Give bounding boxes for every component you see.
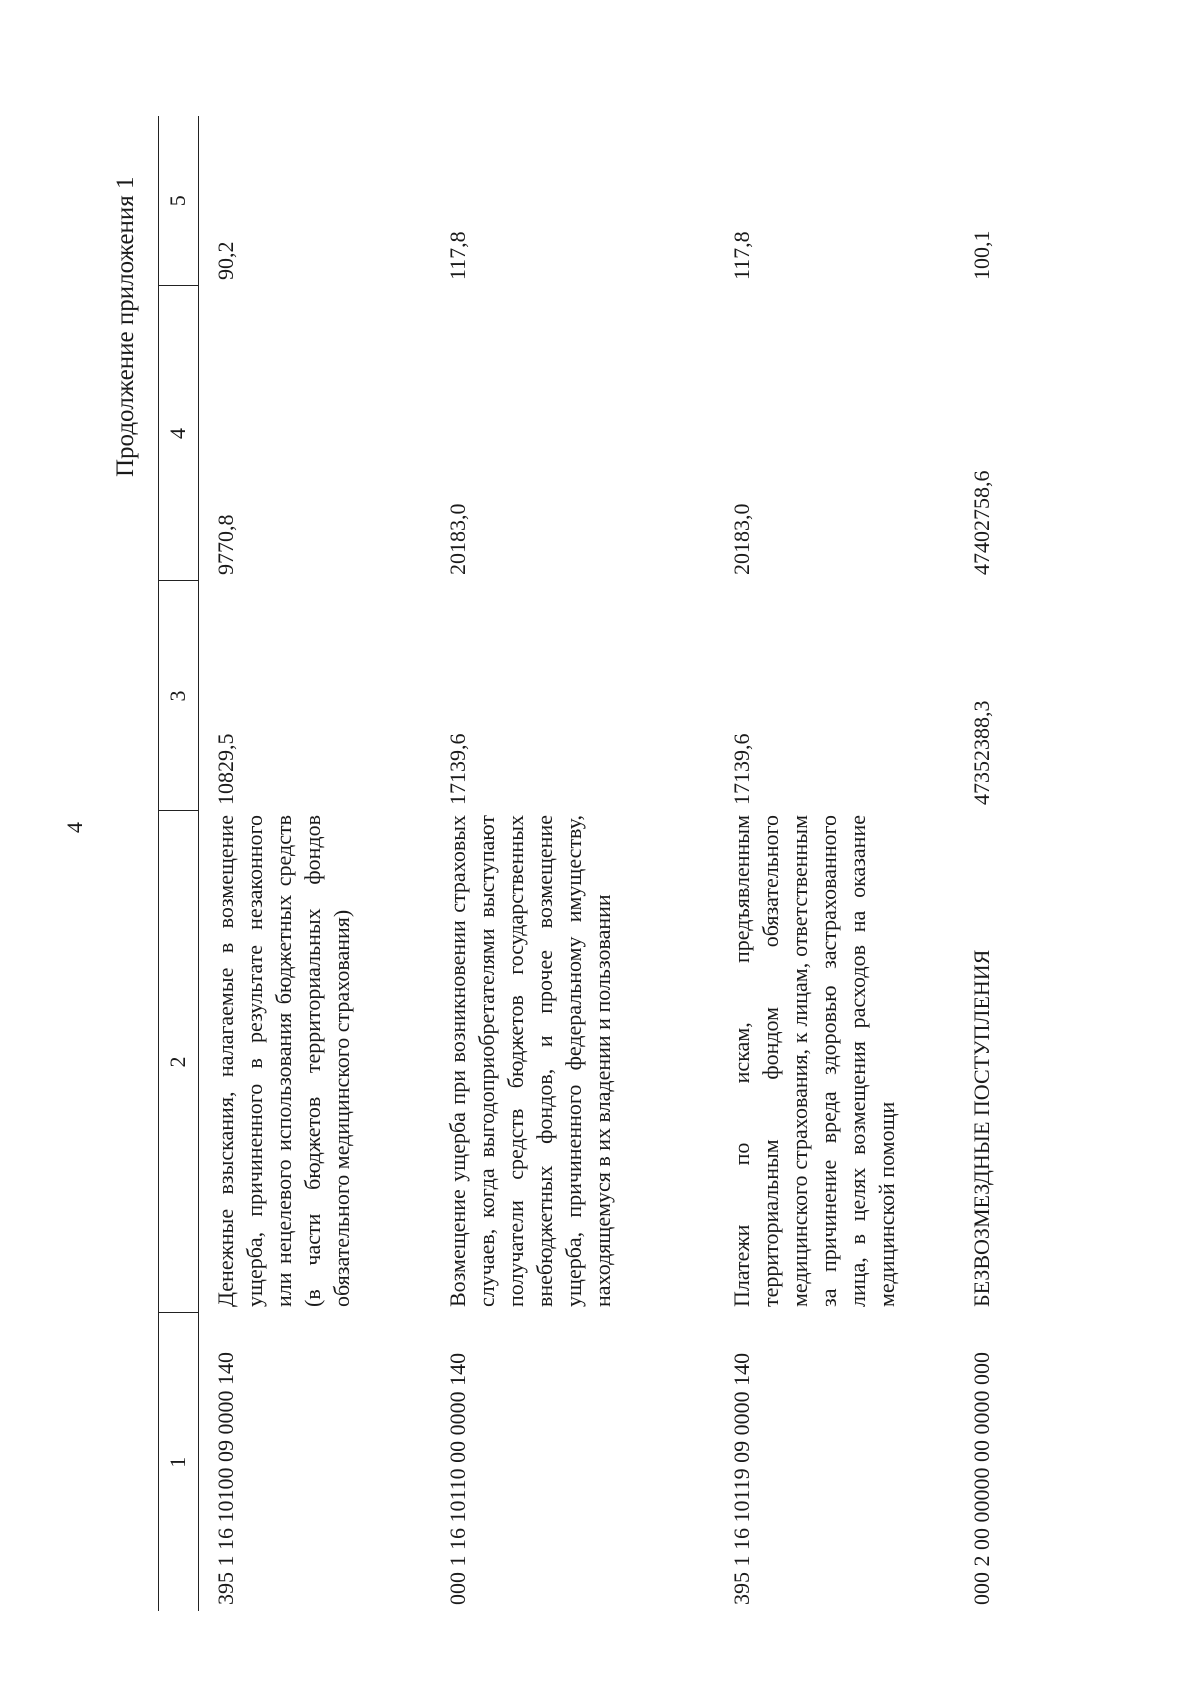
revenue-table: [158, 116, 1047, 1611]
table-row: [955, 116, 1047, 1611]
value-col3-cell: 17139,6: [729, 733, 754, 805]
code-cell: 395 1 16 10119 09 0000 140: [729, 1352, 754, 1605]
page-number: 4: [62, 822, 87, 833]
table-row: [431, 116, 715, 1611]
value-col5-cell: 117,8: [729, 231, 754, 280]
table-row: [715, 116, 955, 1611]
header-row: [159, 116, 199, 1611]
code-cell: 395 1 16 10100 09 0000 140: [213, 1352, 238, 1605]
continuation-label: Продолжение приложения 1: [112, 176, 139, 477]
code-cell: 000 2 00 00000 00 0000 000: [969, 1352, 994, 1605]
description-cell: Платежи по искам, предъявленным территориальным фондом обязательного медицинского страхования, к лицам, ответственным за причинение вреда здоровью застрахованного лица, в целях возмещения расходов на оказание медицинской помощи: [729, 815, 899, 1307]
value-col3-cell: 17139,6: [445, 733, 470, 805]
value-col5-cell: 117,8: [445, 231, 470, 280]
header-col-2: 2: [159, 811, 199, 1313]
header-col-3: 3: [159, 581, 199, 811]
description-cell: Возмещение ущерба при возникновении страховых случаев, когда выгодоприобретателями выступают получатели средств бюджетов государственных внебюджетных фондов, и прочее возмещение ущерба, причиненного федеральному имуществу, находящемуся в их владении и пользовании: [445, 815, 615, 1307]
value-col5-cell: 90,2: [213, 241, 238, 280]
value-col4-cell: 47402758,6: [969, 470, 994, 575]
table-row: [199, 116, 432, 1611]
value-col4-cell: 20183,0: [729, 503, 754, 575]
header-col-5: 5: [159, 116, 199, 286]
value-col3-cell: 10829,5: [213, 733, 238, 805]
value-col3-cell: 47352388,3: [969, 700, 994, 805]
value-col4-cell: 20183,0: [445, 503, 470, 575]
header-col-1: 1: [159, 1313, 199, 1611]
code-cell: 000 1 16 10110 00 0000 140: [445, 1352, 470, 1605]
value-col4-cell: 9770,8: [213, 514, 238, 575]
value-col5-cell: 100,1: [969, 230, 994, 280]
description-cell: Денежные взыскания, налагаемые в возмещение ущерба, причиненного в результате незаконного или нецелевого использования бюджетных средств (в части бюджетов территориальных фондов обязательного медицинского страхования): [213, 815, 354, 1307]
description-cell: БЕЗВОЗМЕЗДНЫЕ ПОСТУПЛЕНИЯ: [969, 949, 994, 1307]
header-col-4: 4: [159, 286, 199, 581]
